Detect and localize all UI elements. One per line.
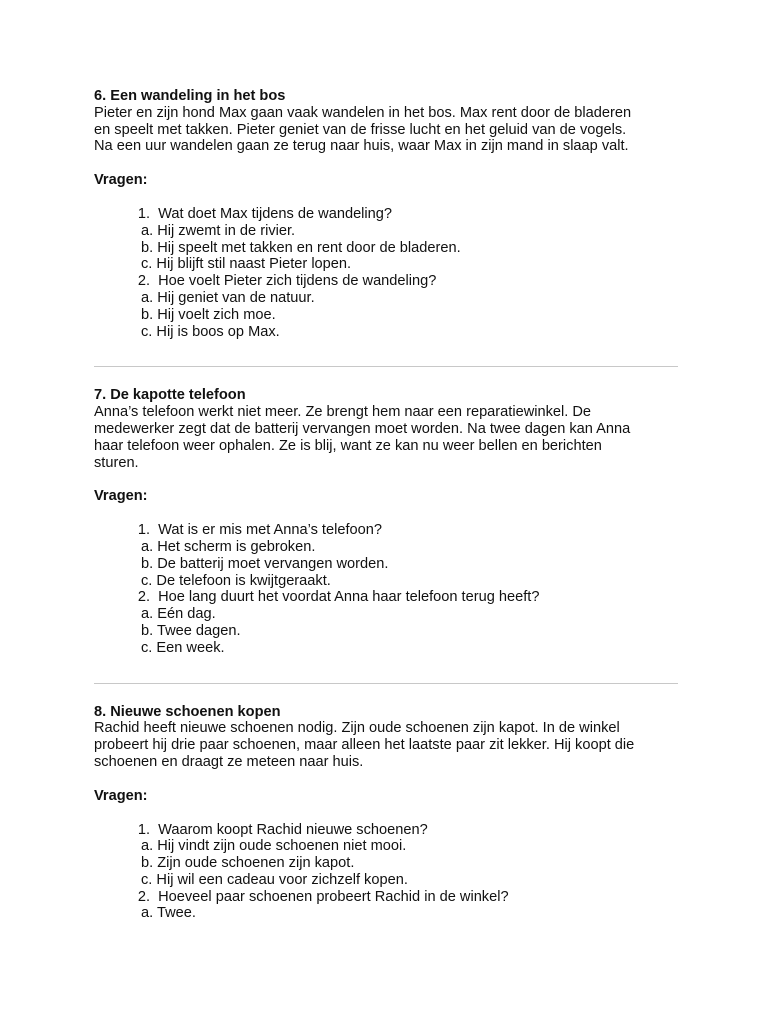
- story-line: en speelt met takken. Pieter geniet van de frisse lucht en het geluid van de vogels.: [94, 121, 627, 138]
- answer-option: c. Hij is boos op Max.: [141, 323, 280, 340]
- answer-option: b. Hij voelt zich moe.: [141, 306, 276, 323]
- question-number: 1.: [137, 821, 150, 838]
- section-title: 8. Nieuwe schoenen kopen: [94, 703, 281, 720]
- question-number: 2.: [137, 273, 150, 290]
- answer-option: a. Hij zwemt in de rivier.: [141, 222, 296, 239]
- question-item: [94, 822, 684, 889]
- answer-option: a. Eén dag.: [141, 606, 216, 623]
- answer-options: [94, 539, 684, 589]
- question-text: Hoe voelt Pieter zich tijdens de wandeling?: [158, 273, 437, 290]
- story-line: Na een uur wandelen gaan ze terug naar huis, waar Max in zijn mand in slaap valt.: [94, 138, 629, 155]
- question-list: [94, 206, 684, 340]
- answer-option: c. Hij wil een cadeau voor zichzelf kopen.: [141, 871, 408, 888]
- story-line: probeert hij drie paar schoenen, maar alleen het laatste paar zit lekker. Hij koopt die: [94, 737, 635, 754]
- question-text: Waarom koopt Rachid nieuwe schoenen?: [158, 821, 428, 838]
- answer-option: a. Hij geniet van de natuur.: [141, 289, 315, 306]
- answer-options: [94, 223, 684, 273]
- story-section: [94, 387, 684, 656]
- questions-heading: Vragen:: [94, 172, 148, 189]
- question-text: Wat doet Max tijdens de wandeling?: [158, 205, 393, 222]
- story-line: haar telefoon weer ophalen. Ze is blij, want ze kan nu weer bellen en berichten: [94, 437, 602, 454]
- answer-option: c. Een week.: [141, 639, 225, 656]
- question-text: Hoeveel paar schoenen probeert Rachid in de winkel?: [158, 888, 509, 905]
- answer-options: [94, 290, 684, 340]
- question-item: [94, 889, 684, 923]
- answer-option: c. De telefoon is kwijtgeraakt.: [141, 572, 331, 589]
- answer-option: a. Het scherm is gebroken.: [141, 538, 316, 555]
- answer-option: b. Twee dagen.: [141, 622, 241, 639]
- story-line: sturen.: [94, 454, 139, 471]
- question-text: Wat is er mis met Anna’s telefoon?: [158, 522, 382, 539]
- story-section: [94, 704, 684, 923]
- answer-options: [94, 838, 684, 888]
- answer-option: b. Zijn oude schoenen zijn kapot.: [141, 855, 355, 872]
- story-text: [94, 105, 684, 155]
- answer-option: c. Hij blijft stil naast Pieter lopen.: [141, 256, 352, 273]
- questions-heading: Vragen:: [94, 488, 148, 505]
- answer-option: a. Hij vindt zijn oude schoenen niet mooi.: [141, 838, 407, 855]
- question-list: [94, 822, 684, 923]
- question-list: [94, 522, 684, 656]
- section-title: 7. De kapotte telefoon: [94, 387, 246, 404]
- story-line: Pieter en zijn hond Max gaan vaak wandelen in het bos. Max rent door de bladeren: [94, 104, 632, 121]
- answer-option: b. De batterij moet vervangen worden.: [141, 555, 389, 572]
- question-number: 2.: [137, 589, 150, 606]
- story-line: schoenen en draagt ze meteen naar huis.: [94, 753, 364, 770]
- question-item: [94, 589, 684, 656]
- section-title: 6. Een wandeling in het bos: [94, 88, 286, 104]
- answer-option: b. Hij speelt met takken en rent door de bladeren.: [141, 239, 461, 256]
- question-item: [94, 206, 684, 273]
- story-section: [94, 88, 684, 340]
- answer-option: a. Twee.: [141, 905, 196, 922]
- story-text: [94, 720, 684, 770]
- story-line: medewerker zegt dat de batterij vervangen moet worden. Na twee dagen kan Anna: [94, 420, 631, 437]
- question-item: [94, 273, 684, 340]
- question-number: 2.: [137, 888, 150, 905]
- answer-options: [94, 606, 684, 656]
- answer-options: [94, 905, 684, 922]
- document-page: [94, 88, 684, 922]
- story-text: [94, 404, 684, 471]
- question-number: 1.: [137, 205, 150, 222]
- story-line: Rachid heeft nieuwe schoenen nodig. Zijn oude schoenen zijn kapot. In de winkel: [94, 720, 620, 737]
- questions-heading: Vragen:: [94, 787, 148, 804]
- story-line: Anna’s telefoon werkt niet meer. Ze brengt hem naar een reparatiewinkel. De: [94, 404, 592, 421]
- question-number: 1.: [137, 522, 150, 539]
- question-text: Hoe lang duurt het voordat Anna haar telefoon terug heeft?: [158, 589, 540, 606]
- question-item: [94, 522, 684, 589]
